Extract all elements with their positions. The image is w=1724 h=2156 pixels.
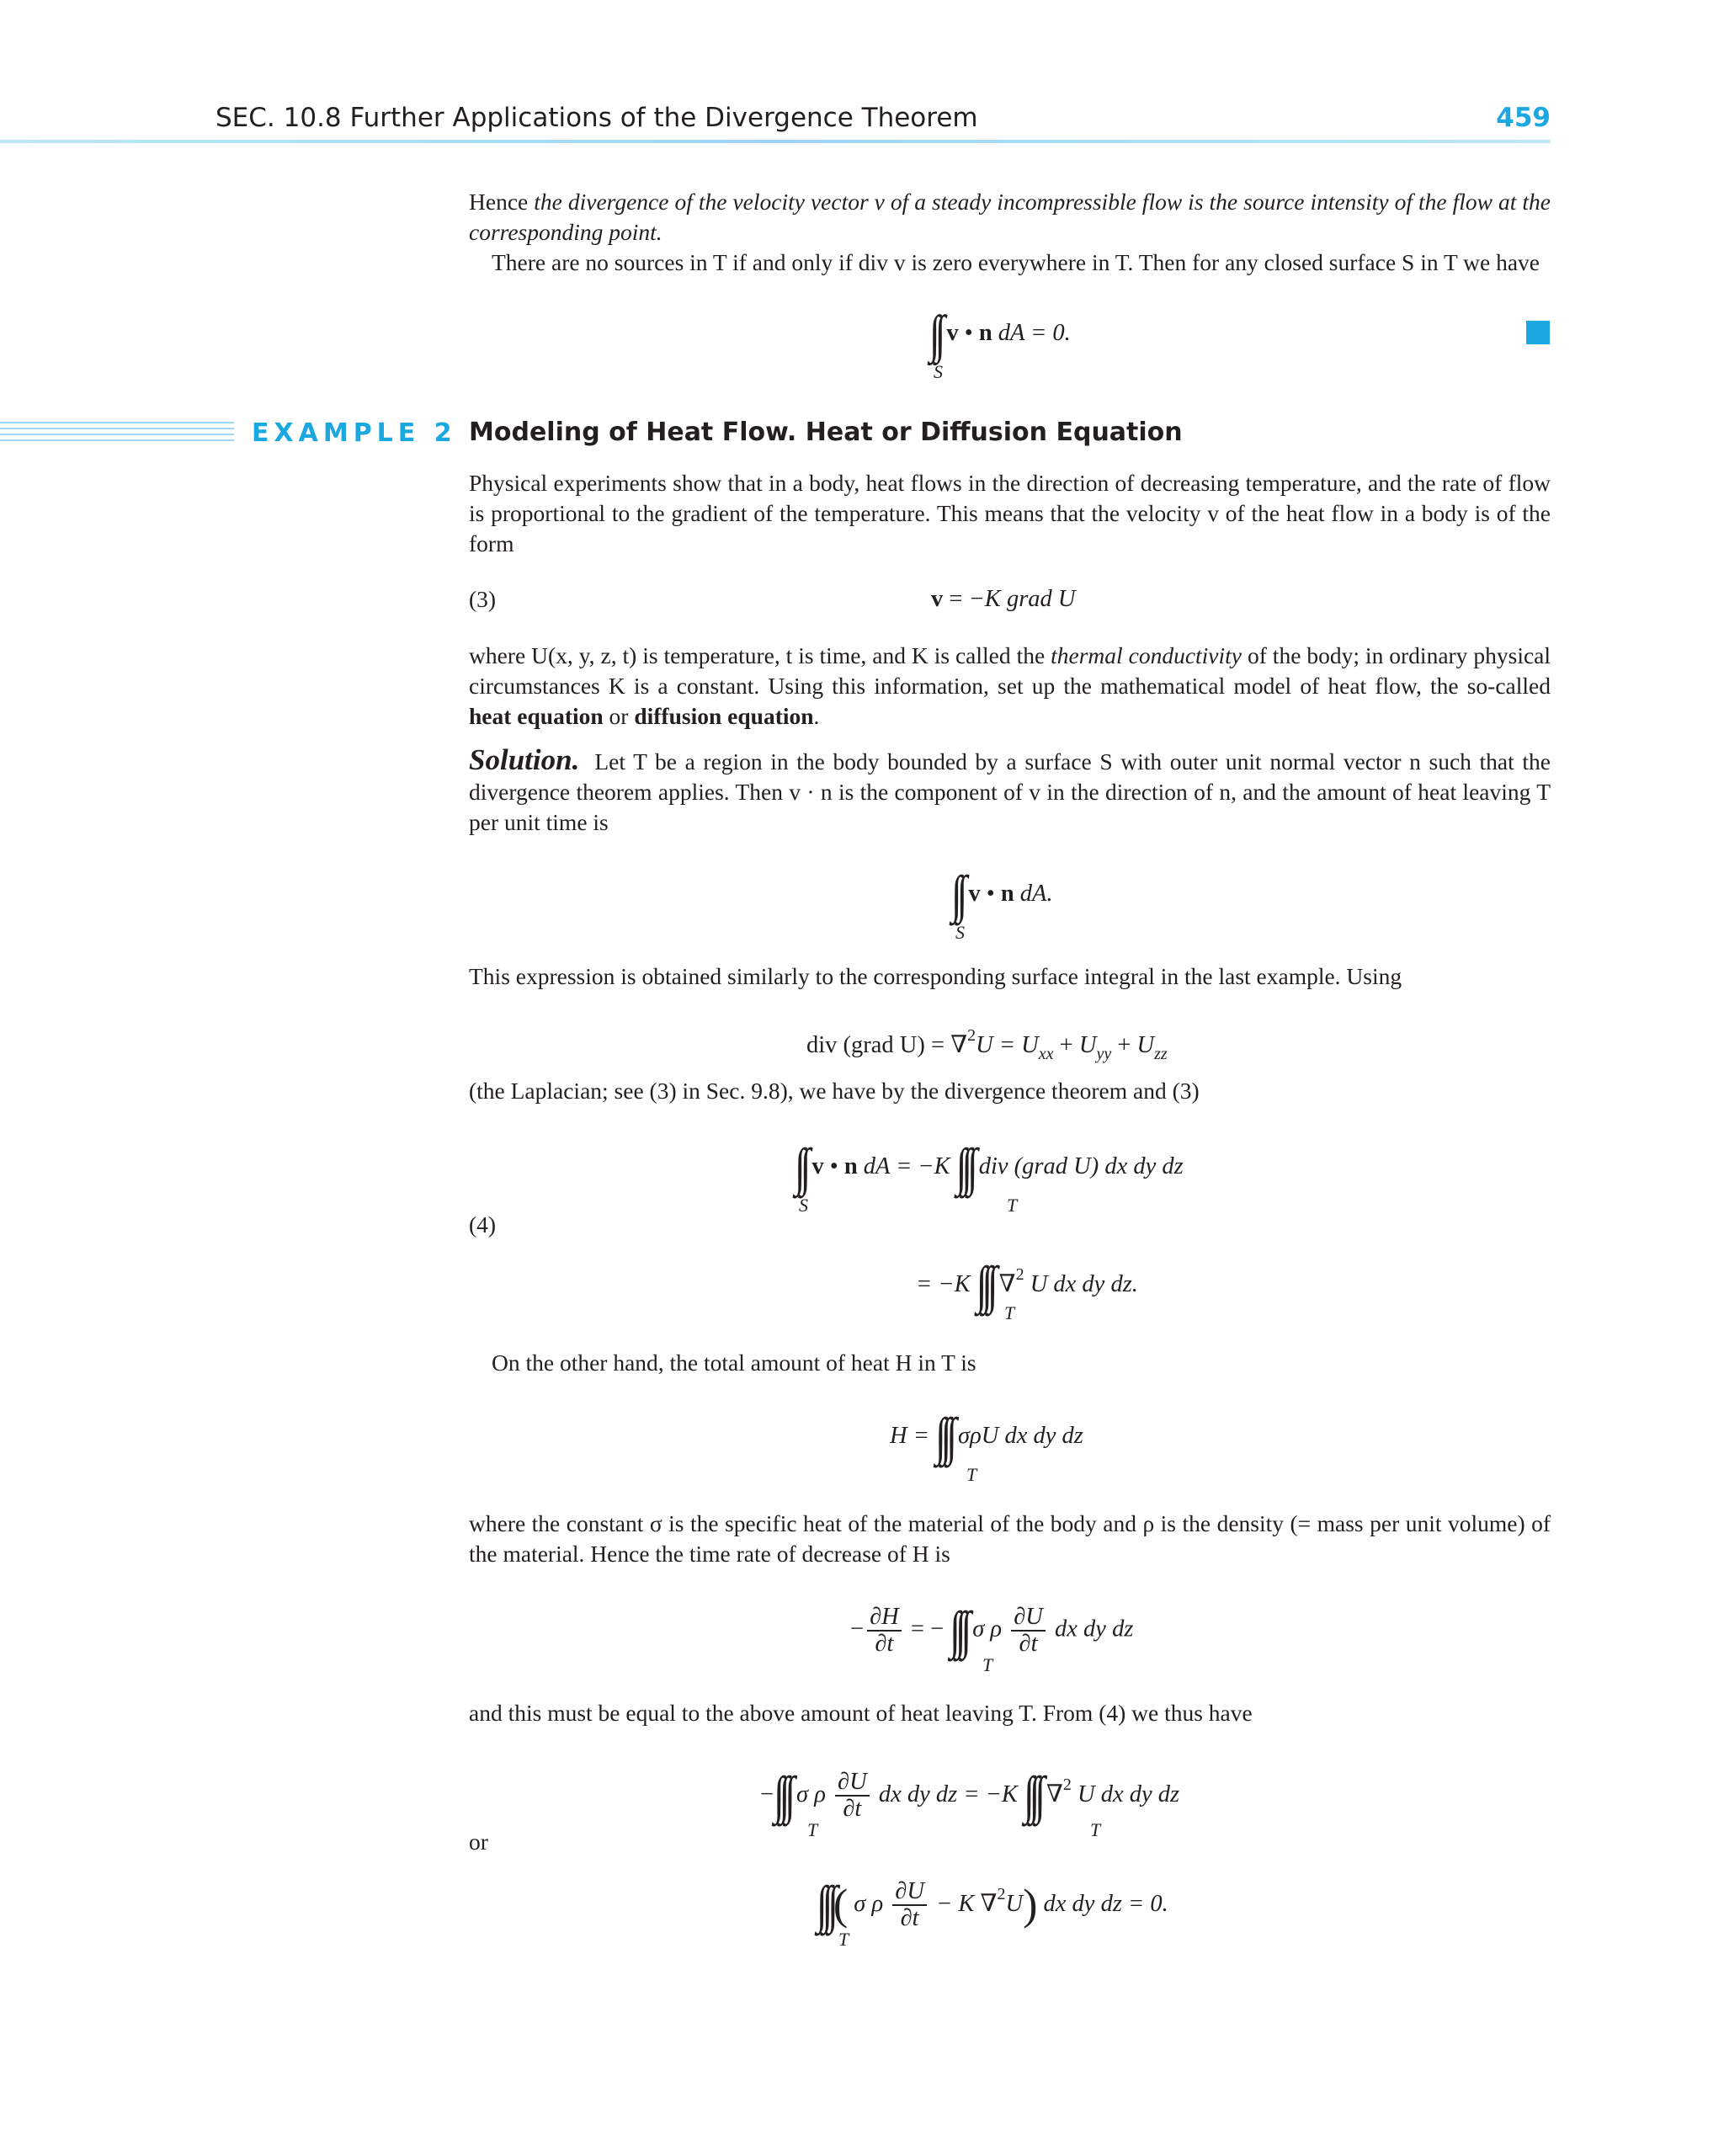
paragraph-total-heat: On the other hand, the total amount of heat H in T is [492,1349,976,1376]
equation-heat-final: ∫∫∫( σ ρ $\frac{\partial U}{\partial t}$ − K ∇$^2$U) dx dy dz = 0. T [817,1876,1168,1950]
solution-label: Solution. [469,743,580,776]
double-integral-symbol: ∫∫ [929,305,941,364]
term-heat-equation: heat equation [469,703,604,729]
paragraph-sources: There are no sources in T if and only if div v is zero everywhere in T. Then for any closed surface S in T we have [492,249,1540,275]
solution-paragraph: Solution. Let T be a region in the body bounded by a surface S with outer unit normal vector n such that the divergence theorem applies. Then v · n is the component of v in the direction of n, and the amount of heat leaving T per unit time is [469,743,1551,835]
paragraph-laplacian-note: (the Laplacian; see (3) in Sec. 9.8), we have by the divergence theorem and (3) [469,1078,1200,1104]
word-or: or [469,1829,488,1855]
header-rule [0,140,1551,143]
equation-laplacian: div (grad $U) = \nabla^2U = U_{xx} + U_{yy} + U_{zz}$ [806,1026,1168,1063]
equation-3: v = −K grad U [931,586,1076,612]
running-header [216,103,1551,140]
equation-rate-decrease: − $\frac{\partial H}{\partial t}$ = − ∫∫∫ σ ρ $\frac{\partial U}{\partial t}$ dx dy dz T [850,1600,1134,1675]
end-of-proof-square [1526,321,1550,344]
equation-number-4: (4) [469,1211,497,1238]
paragraph-intro [469,187,1551,278]
section-title: SEC. 10.8 Further Applications of the Divergence Theorem [216,103,978,133]
intro-lead: Hence [469,189,535,215]
page-number: 459 [1496,103,1551,133]
double-integral-symbol: ∫∫ [951,865,963,924]
equation-total-heat: H = ∫∫∫ σρU dx dy dz T [890,1408,1083,1485]
term-thermal-conductivity: thermal conductivity [1051,642,1242,668]
intro-italic: the divergence of the velocity vector v of a steady incompressible flow is the source intensity of the flow at the corresponding point. [469,189,1551,245]
equation-rhs: dA = 0. [998,320,1071,346]
example-label: EXAMPLE 2 [252,418,457,448]
equation-4-line-2: = −K ∫∫∫ ∇$^2$ U dx dy dz. T [916,1256,1138,1323]
example-title: Modeling of Heat Flow. Heat or Diffusion Equation [469,418,1183,447]
equation-surface-zero: ∫∫ v • n dA = 0. S [929,318,1071,349]
paragraph-using: This expression is obtained similarly to the corresponding surface integral in the last example. Using [469,963,1402,989]
term-diffusion-equation: diffusion equation [634,703,814,729]
equation-number-3: (3) [469,586,497,612]
equation-3-rhs: −K grad U [968,586,1076,612]
example-rule-lines [0,422,234,445]
integral-lower-limit: S [934,361,943,382]
paragraph-equal: and this must be equal to the above amount of heat leaving T. From (4) we thus have [469,1700,1253,1726]
paragraph-temperature: where U(x, y, z, t) is temperature, t is time, and K is called the thermal conductivity of the body; in ordinary physical circumstances K is a constant. Using this information, set up the mathematical model of heat flow, the so-called heat equation or diffusion equation. [469,642,1551,729]
paragraph-specific-heat: where the constant σ is the specific heat of the material of the body and ρ is the density (= mass per unit volume) of the material. Hence the time rate of decrease of H is [469,1510,1551,1567]
equation-4-line-1: ∫∫ v • n dA = −K ∫∫∫ div (grad U) dx dy dz S T [795,1138,1184,1216]
equation-heat-leaving: ∫∫ v • n dA. S [951,865,1053,943]
equation-combined: −∫∫∫ σ ρ $\frac{\partial U}{\partial t}$ dx dy dz = −K ∫∫∫ ∇$^2$ U dx dy dz T T [760,1766,1180,1840]
paragraph-physical: Physical experiments show that in a body, heat flows in the direction of decreasing temperature, and the rate of flow is proportional to the gradient of the temperature. This means that the velocity v of the heat flow in a body is of the form [469,470,1551,556]
